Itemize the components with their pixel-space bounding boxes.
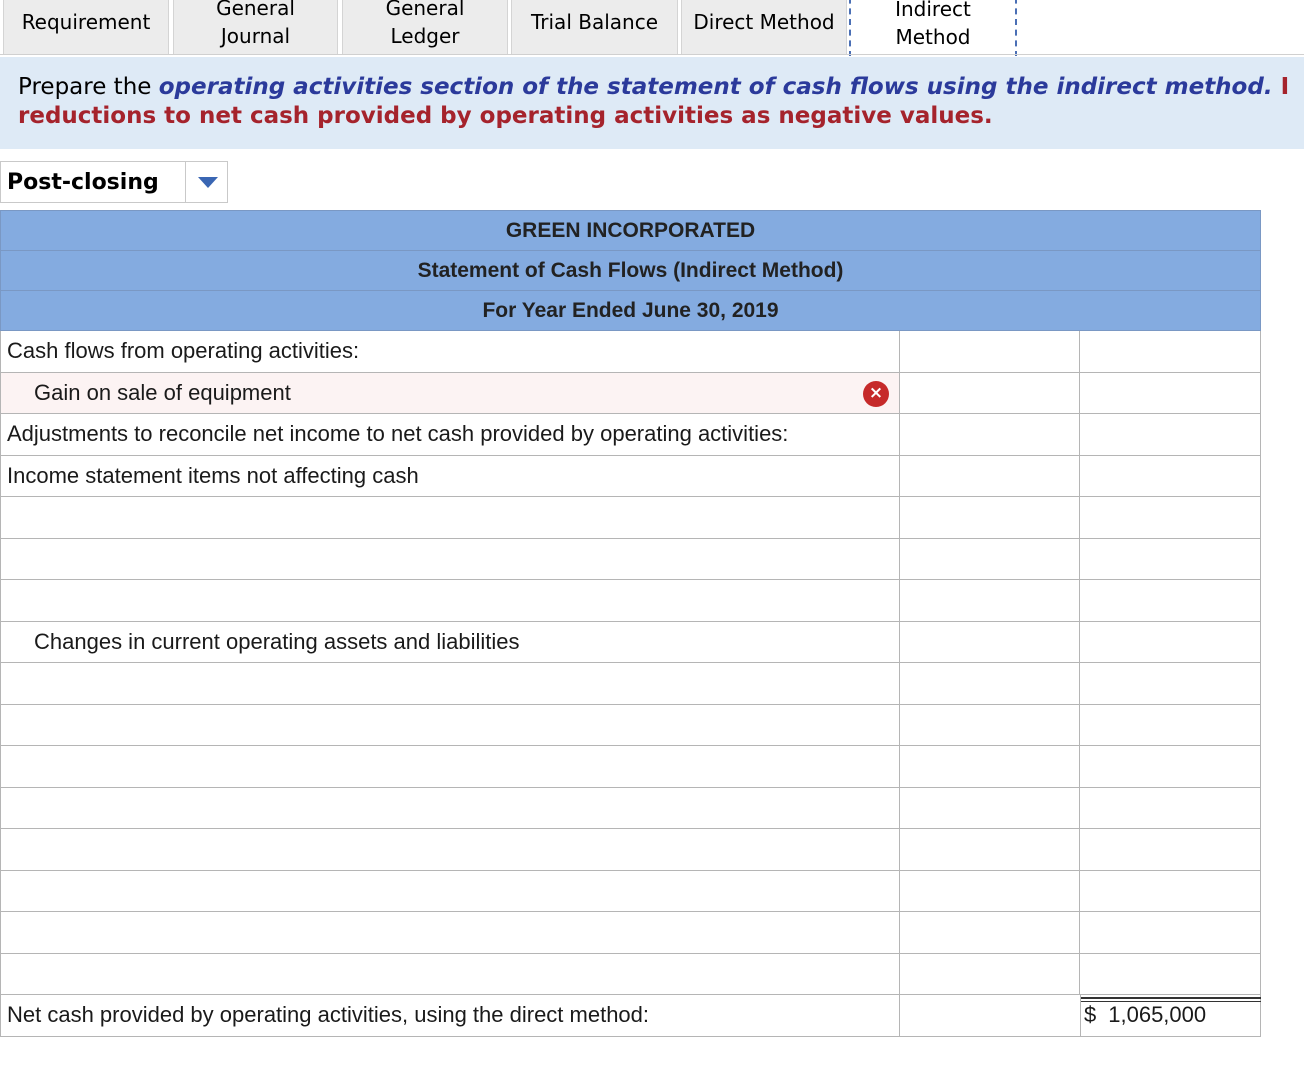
amount-field[interactable] [900, 580, 1079, 621]
total-cell [1080, 871, 1261, 912]
amount-input[interactable] [900, 912, 1080, 953]
total-field[interactable] [1080, 954, 1260, 995]
row-label: Adjustments to reconcile net income to net cash provided by operating activities: [0, 414, 900, 455]
amount-input[interactable] [900, 580, 1080, 621]
total-cell [1080, 414, 1261, 455]
tab-label: Indirect [895, 0, 971, 21]
amount-input[interactable] [900, 788, 1080, 829]
tab-label: General [216, 0, 295, 20]
total-cell [1080, 829, 1261, 870]
row-label: Cash flows from operating activities: [0, 331, 900, 372]
table-row [0, 663, 1261, 705]
total-cell [1080, 788, 1261, 829]
amount-field[interactable] [900, 705, 1079, 746]
table-row [0, 373, 1261, 415]
table-row [0, 871, 1261, 913]
label-field[interactable] [34, 954, 899, 995]
tab-general-journal[interactable] [173, 0, 338, 55]
tab-trial-balance[interactable] [511, 0, 678, 55]
table-row [0, 912, 1261, 954]
total-cell [1080, 746, 1261, 787]
tab-label: Journal [220, 23, 291, 48]
currency-symbol: $ [1084, 1002, 1097, 1028]
table-row [0, 788, 1261, 830]
amount-cell [900, 414, 1080, 455]
table-row [0, 539, 1261, 581]
table-row [0, 414, 1261, 456]
amount-field[interactable] [900, 871, 1079, 912]
total-cell [1080, 373, 1261, 414]
tab-label: Trial Balance [531, 9, 658, 34]
label-field[interactable] [34, 871, 899, 912]
amount-input[interactable] [900, 954, 1080, 995]
amount-field[interactable] [900, 746, 1079, 787]
amount-input[interactable] [900, 829, 1080, 870]
label-input[interactable] [0, 746, 900, 787]
label-input[interactable] [0, 829, 900, 870]
amount-cell [900, 331, 1080, 372]
total-underline [1081, 997, 1261, 1002]
tab-label: General [385, 0, 465, 20]
amount-field[interactable] [900, 912, 1079, 953]
total-cell [1080, 912, 1261, 953]
amount-input[interactable] [900, 373, 1080, 414]
total-amount: 1,065,000 [1108, 1002, 1207, 1028]
label-field[interactable] [34, 539, 899, 580]
amount-cell [900, 622, 1080, 663]
tab-general-ledger[interactable] [342, 0, 508, 55]
instruction-line-2: reductions to net cash provided by operating activities as negative values. [18, 103, 993, 129]
tab-label: Ledger [390, 23, 460, 48]
total-cell [1080, 622, 1261, 663]
tab-indirect-method[interactable] [849, 0, 1017, 56]
total-cell [1080, 539, 1261, 580]
total-input[interactable] [1080, 954, 1261, 995]
statement-period: For Year Ended June 30, 2019 [0, 290, 1261, 331]
label-field[interactable] [34, 746, 899, 787]
label-field[interactable] [34, 912, 899, 953]
tab-divider [0, 54, 1304, 55]
table-row [0, 954, 1261, 996]
total-cell [1080, 663, 1261, 704]
label-input[interactable] [0, 497, 900, 538]
amount-field[interactable] [900, 663, 1079, 704]
table-row [0, 622, 1261, 664]
error-icon: × [863, 381, 889, 407]
amount-input[interactable] [900, 746, 1080, 787]
amount-input[interactable] [900, 539, 1080, 580]
label-input[interactable] [0, 580, 900, 621]
total-cell [1080, 497, 1261, 538]
table-row [0, 497, 1261, 539]
table-row [0, 456, 1261, 498]
row-label: Net cash provided by operating activities, using the direct method: [0, 995, 900, 1036]
instruction-emphasis: operating activities section of the statement of cash flows using the indirect method. [158, 74, 1273, 100]
table-row [0, 331, 1261, 373]
label-input[interactable] [0, 705, 900, 746]
table-row [0, 580, 1261, 622]
total-cell [1080, 705, 1261, 746]
tab-requirement[interactable] [3, 0, 169, 55]
amount-field[interactable] [900, 373, 1079, 414]
instruction-line-1 [18, 73, 1304, 102]
label-field[interactable] [34, 788, 899, 829]
tab-bar [0, 0, 1304, 56]
chevron-down-icon[interactable] [198, 177, 218, 188]
company-name: GREEN INCORPORATED [0, 210, 1261, 251]
amount-input[interactable] [900, 705, 1080, 746]
amount-input[interactable] [900, 871, 1080, 912]
amount-cell [900, 456, 1080, 497]
label-field[interactable] [34, 705, 899, 746]
row-label: Changes in current operating assets and liabilities [0, 622, 900, 663]
tab-label: Requirement [21, 9, 151, 34]
total-cell [1080, 580, 1261, 621]
label-input[interactable] [0, 539, 900, 580]
amount-field[interactable] [900, 539, 1079, 580]
label-input[interactable] [0, 871, 900, 912]
amount-field[interactable] [900, 954, 1079, 995]
total-cell [1080, 456, 1261, 497]
table-row [0, 995, 1261, 1037]
label-input[interactable] [0, 912, 900, 953]
instruction-panel [0, 57, 1304, 149]
label-input[interactable] [0, 663, 900, 704]
tab-label: Direct Method [693, 9, 835, 34]
tab-direct-method[interactable] [681, 0, 847, 55]
table-row [0, 705, 1261, 747]
label-field[interactable] [34, 663, 899, 704]
row-label-dropdown[interactable] [0, 373, 900, 414]
tab-label: Method [895, 25, 971, 49]
amount-field[interactable] [900, 788, 1079, 829]
statement-title: Statement of Cash Flows (Indirect Method) [0, 250, 1261, 291]
table-row [0, 829, 1261, 871]
instruction-prefix: Prepare the [18, 74, 159, 100]
amount-cell [900, 995, 1080, 1036]
row-label: Income statement items not affecting cash [0, 456, 900, 497]
label-field[interactable] [34, 580, 899, 621]
amount-input[interactable] [900, 497, 1080, 538]
amount-field[interactable] [900, 829, 1079, 870]
row-label-text: Gain on sale of equipment [34, 379, 291, 405]
amount-input[interactable] [900, 663, 1080, 704]
table-row [0, 746, 1261, 788]
label-field[interactable] [34, 497, 899, 538]
amount-field[interactable] [900, 497, 1079, 538]
dropdown-value: Post-closing [1, 162, 186, 202]
label-field[interactable] [34, 829, 899, 870]
total-cell [1080, 331, 1261, 372]
ledger-view-dropdown[interactable] [0, 161, 228, 203]
label-input[interactable] [0, 788, 900, 829]
label-input[interactable] [0, 954, 900, 995]
cash-flow-statement [0, 210, 1261, 1037]
instruction-trail: I [1272, 74, 1290, 100]
